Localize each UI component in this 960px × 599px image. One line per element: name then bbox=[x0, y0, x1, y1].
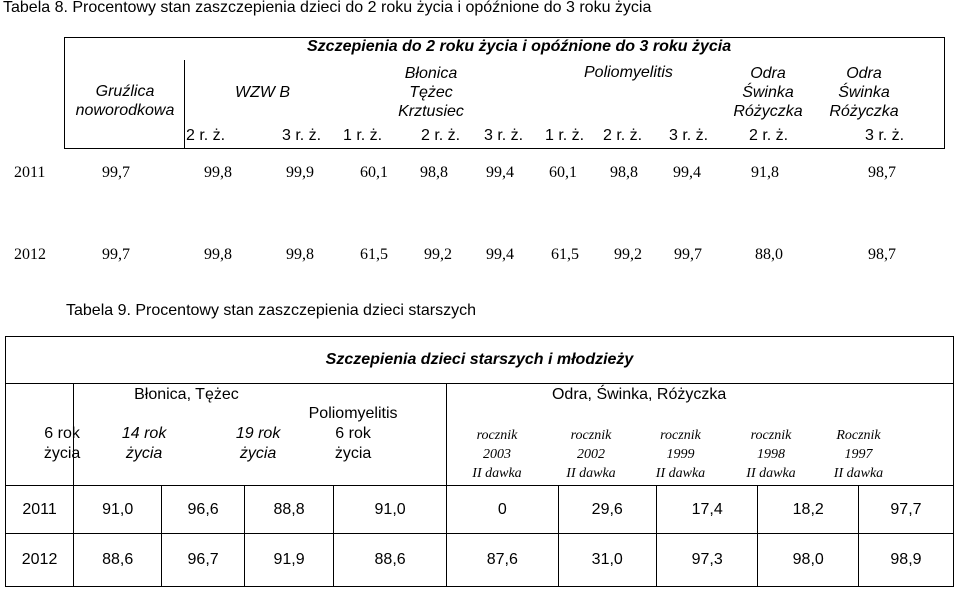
table9-row bbox=[6, 534, 954, 587]
year-cell: 2012 bbox=[14, 246, 46, 263]
rocznik-year: 1999 bbox=[666, 447, 695, 462]
rocznik-label: Rocznik bbox=[836, 428, 881, 443]
header-14rok-l2: życia bbox=[125, 445, 163, 462]
header-gruzlica-l1: Gruźlica bbox=[95, 83, 155, 100]
rocznik-label: rocznik bbox=[660, 428, 701, 443]
rocznik-year: 1998 bbox=[756, 447, 785, 462]
header-polio9-l2: 6 rok bbox=[335, 425, 371, 442]
rocznik-label: rocznik bbox=[570, 428, 612, 443]
header-14rok-l1: 14 rok bbox=[121, 425, 167, 442]
value-cell: 99,4 bbox=[486, 164, 514, 181]
subheader: 2 r. ż. bbox=[421, 127, 461, 144]
header-polio: Poliomyelitis bbox=[584, 64, 673, 81]
header-blonica-l1: Błonica bbox=[404, 65, 458, 82]
header-6rok-l1: 6 rok bbox=[44, 425, 80, 442]
header-19rok-l1: 19 rok bbox=[235, 425, 281, 442]
value-cell: 98,9 bbox=[858, 534, 953, 587]
subheader: 2 r. ż. bbox=[186, 127, 226, 144]
value-cell: 60,1 bbox=[360, 164, 388, 181]
header-blonica bbox=[376, 64, 486, 121]
header-19rok bbox=[218, 424, 298, 464]
header-14rok bbox=[104, 424, 184, 464]
year-cell: 2012 bbox=[6, 534, 74, 587]
value-cell: 96,7 bbox=[162, 534, 245, 587]
header-blonica-l2: Tężec bbox=[409, 84, 453, 101]
value-cell: 98,8 bbox=[610, 164, 638, 181]
subheader: 3 r. ż. bbox=[865, 127, 905, 144]
value-cell: 91,8 bbox=[751, 164, 779, 181]
rocznik-2003 bbox=[447, 426, 547, 483]
odra-header: Odra, Świnka, Różyczka bbox=[551, 386, 727, 403]
value-cell: 99,7 bbox=[102, 246, 130, 263]
odra-group bbox=[446, 384, 953, 486]
header-odra-a-l2: Świnka bbox=[742, 84, 794, 101]
value-cell: 88,6 bbox=[334, 534, 447, 587]
rocznik-1997 bbox=[816, 426, 901, 483]
value-cell: 97,3 bbox=[656, 534, 758, 587]
table8-group-header: Szczepienia do 2 roku życia i opóźnione do 3 roku życia bbox=[307, 38, 732, 55]
value-cell: 88,6 bbox=[74, 534, 162, 587]
blonica-header: Błonica, Tężec bbox=[134, 386, 239, 403]
header-polio9-l1: Poliomyelitis bbox=[308, 405, 398, 422]
value-cell: 91,0 bbox=[74, 486, 162, 534]
rocznik-year: 2002 bbox=[576, 447, 605, 462]
header-19rok-l2: życia bbox=[239, 445, 277, 462]
header-odra-a-l3: Różyczka bbox=[733, 103, 803, 120]
rocznik-year: 2003 bbox=[482, 447, 511, 462]
table8-caption: Tabela 8. Procentowy stan zaszczepienia dzieci do 2 roku życia i opóźnione do 3 roku życia bbox=[3, 0, 652, 16]
value-cell: 29,6 bbox=[558, 486, 656, 534]
value-cell: 99,8 bbox=[286, 246, 314, 263]
value-cell: 31,0 bbox=[558, 534, 656, 587]
value-cell: 99,7 bbox=[674, 246, 702, 263]
value-cell: 99,8 bbox=[204, 246, 232, 263]
value-cell: 18,2 bbox=[758, 486, 858, 534]
year-cell: 2011 bbox=[6, 486, 74, 534]
value-cell: 88,8 bbox=[244, 486, 333, 534]
table9-group-header-cell bbox=[6, 337, 954, 384]
header-polio9-l3: życia bbox=[334, 445, 372, 462]
rocznik-1998 bbox=[726, 426, 816, 483]
header-gruzlica bbox=[66, 82, 184, 120]
header-odra-b-l2: Świnka bbox=[838, 84, 890, 101]
value-cell: 99,4 bbox=[673, 164, 701, 181]
value-cell: 91,0 bbox=[334, 486, 447, 534]
year-cell: 2011 bbox=[14, 164, 46, 181]
value-cell: 96,6 bbox=[162, 486, 245, 534]
header-wzw: WZW B bbox=[235, 84, 291, 101]
rocznik-1999 bbox=[635, 426, 726, 483]
value-cell: 87,6 bbox=[446, 534, 558, 587]
rocznik-label: rocznik bbox=[476, 428, 518, 443]
table8-row bbox=[0, 164, 960, 188]
table9 bbox=[5, 336, 954, 587]
value-cell: 61,5 bbox=[360, 246, 388, 263]
header-6rok bbox=[22, 424, 102, 464]
value-cell: 99,4 bbox=[486, 246, 514, 263]
rocznik-dose: II dawka bbox=[472, 466, 522, 481]
value-cell: 99,2 bbox=[614, 246, 642, 263]
header-polio9 bbox=[298, 404, 408, 464]
table9-row bbox=[6, 486, 954, 534]
header-odra-b-l1: Odra bbox=[846, 65, 882, 82]
table9-caption: Tabela 9. Procentowy stan zaszczepienia dzieci starszych bbox=[66, 302, 476, 319]
table9-group-header: Szczepienia dzieci starszych i młodzieży bbox=[325, 351, 634, 368]
subheader: 2 r. ż. bbox=[749, 127, 789, 144]
rocznik-label: rocznik bbox=[750, 428, 792, 443]
table8-row bbox=[0, 246, 960, 270]
header-blonica-l3: Krztusiec bbox=[398, 103, 464, 120]
subheader: 3 r. ż. bbox=[484, 127, 524, 144]
value-cell: 98,8 bbox=[420, 164, 448, 181]
header-odra-b bbox=[826, 64, 902, 121]
value-cell: 98,0 bbox=[758, 534, 858, 587]
value-cell: 17,4 bbox=[656, 486, 758, 534]
rocznik-dose: II dawka bbox=[655, 466, 706, 481]
rocznik-dose: II dawka bbox=[566, 466, 616, 481]
value-cell: 99,2 bbox=[424, 246, 452, 263]
rocznik-2002 bbox=[547, 426, 635, 483]
header-gruzlica-l2: noworodkowa bbox=[75, 102, 175, 119]
subheader: 1 r. ż. bbox=[545, 127, 585, 144]
value-cell: 60,1 bbox=[549, 164, 577, 181]
value-cell: 98,7 bbox=[868, 164, 896, 181]
subheader: 2 r. ż. bbox=[603, 127, 643, 144]
header-odra-b-l3: Różyczka bbox=[829, 103, 899, 120]
subheader: 3 r. ż. bbox=[669, 127, 709, 144]
value-cell: 99,8 bbox=[204, 164, 232, 181]
rocznik-dose: II dawka bbox=[746, 466, 796, 481]
value-cell: 91,9 bbox=[244, 534, 333, 587]
value-cell: 98,7 bbox=[868, 246, 896, 263]
value-cell: 88,0 bbox=[755, 246, 783, 263]
header-odra-a-l1: Odra bbox=[750, 65, 786, 82]
value-cell: 99,9 bbox=[286, 164, 314, 181]
value-cell: 99,7 bbox=[102, 164, 130, 181]
value-cell: 0 bbox=[446, 486, 558, 534]
header-odra-a bbox=[722, 64, 814, 121]
rocznik-year: 1997 bbox=[844, 447, 873, 462]
blonica-group bbox=[43, 384, 447, 486]
value-cell: 61,5 bbox=[551, 246, 579, 263]
subheader: 1 r. ż. bbox=[343, 127, 383, 144]
header-6rok-l2: życia bbox=[43, 445, 81, 462]
value-cell: 97,7 bbox=[858, 486, 953, 534]
subheader: 3 r. ż. bbox=[282, 127, 322, 144]
rocznik-dose: II dawka bbox=[833, 466, 884, 481]
